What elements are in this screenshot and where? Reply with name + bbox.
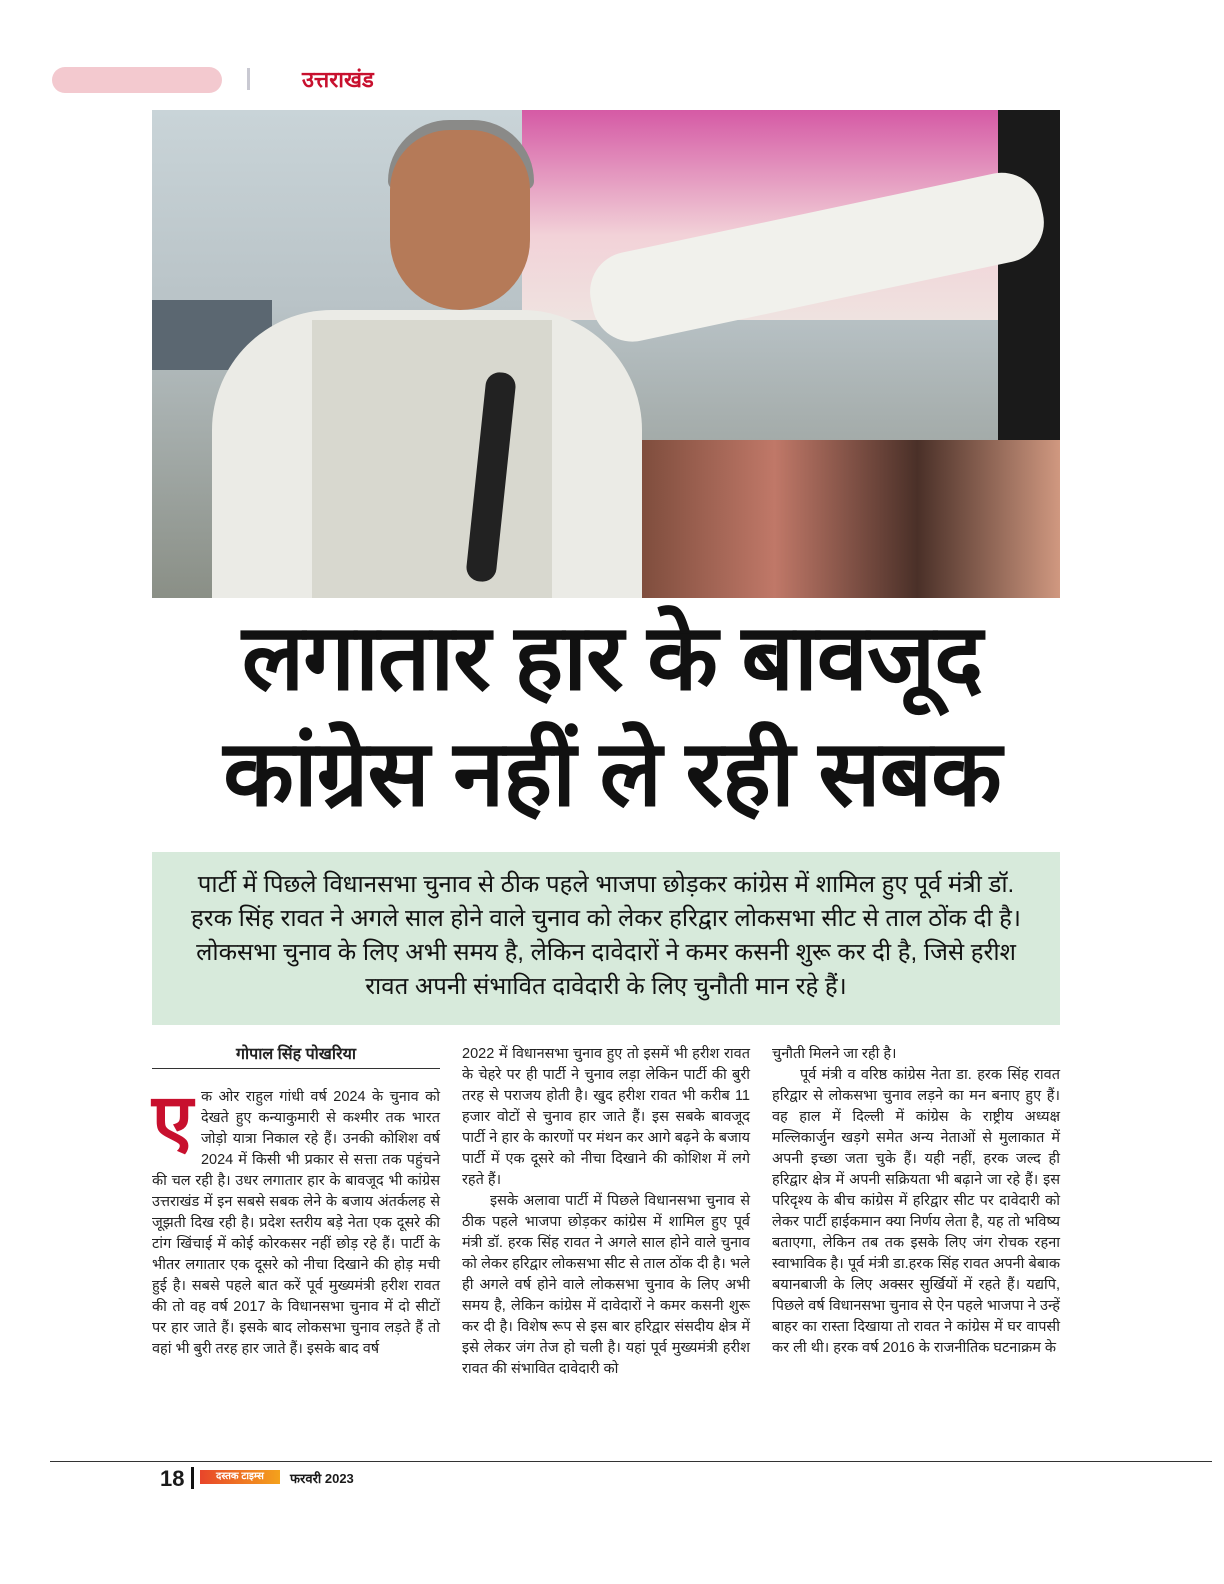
paragraph: पूर्व मंत्री व वरिष्ठ कांग्रेस नेता डा. हरक सिंह रावत हरिद्वार से लोकसभा चुनाव लड़ने का मन बनाए हुए हैं। वह हाल में दिल्ली में कांग्रेस के राष्ट्रीय अध्यक्ष मल्लिकार्जुन खड़गे समेत अन्य नेताओं से मुलाकात में अपनी इच्छा जता चुके हैं। यही नहीं, हरक जल्द ही हरिद्वार क्षेत्र में अपनी सक्रियता भी बढ़ाने जा रहे हैं। इस परिदृश्य के बीच कांग्रेस में हरिद्वार सीट पर दावेदारी को लेकर पार्टी हाईकमान क्या निर्णय लेता है, यह तो भविष्य बताएगा, लेकिन तब तक इसके लिए जंग रोचक रहना स्वाभाविक है। पूर्व मंत्री डा.हरक सिंह रावत अपनी बेबाक बयानबाजी के लिए अक्सर सुर्खियों में रहते हैं। यद्यपि, पिछले वर्ष विधानसभा चुनाव से ऐन पहले भाजपा ने उन्हें बाहर का रास्ता दिखाया तो रावत ने कांग्रेस में घर वापसी कर ली थी। हरक वर्ष 2016 के राजनीतिक घटनाक्रम के [772,1067,1060,1356]
issue-date: फरवरी 2023 [290,1471,354,1486]
article-column-3 [772,1044,1060,1359]
headline-line-1: लगातार हार के बावजूद [241,607,983,709]
header-divider [247,68,250,90]
photo-crowd [632,440,1060,598]
paragraph: इसके अलावा पार्टी में पिछले विधानसभा चुनाव से ठीक पहले भाजपा छोड़कर कांग्रेस में शामिल हुए पूर्व मंत्री डॉ. हरक सिंह रावत ने अगले साल होने वाले चुनाव को लेकर हरिद्वार लोकसभा सीट से ताल ठोंक दी है। भले ही अगले वर्ष होने वाले लोकसभा चुनाव के लिए अभी समय है, लेकिन कांग्रेस में दावेदारों ने कमर कसनी शुरू कर दी है। विशेष रूप से इस बार हरिद्वार संसदीय क्षेत्र में इसे लेकर जंग तेज हो चली है। यहां पूर्व मुख्यमंत्री हरीश रावत की संभावित दावेदारी को [462,1193,750,1377]
paragraph: 2022 में विधानसभा चुनाव हुए तो इसमें भी हरीश रावत के चेहरे पर ही पार्टी ने चुनाव लड़ा लेकिन पार्टी की बुरी तरह से पराजय होती है। खुद हरीश रावत भी करीब 11 हजार वोटों से चुनाव हार जाते हैं। इस सबके बावजूद पार्टी ने हार के कारणों पर मंथन कर आगे बढ़ने के बजाय पार्टी में एक दूसरे को नीचा दिखाने की कोशिश में लगे रहते हैं। [462,1046,750,1188]
paragraph: चुनौती मिलने जा रही है। [772,1046,897,1062]
article-column-1 [152,1044,440,1360]
photo-speaker-head [390,130,530,310]
header-tag-pill [52,67,222,93]
byline: गोपाल सिंह पोखरिया [152,1044,440,1069]
footer-divider [191,1467,194,1489]
article-column-2 [462,1044,750,1380]
photo-banner [998,110,1060,490]
paragraph: क ओर राहुल गांधी वर्ष 2024 के चुनाव को देखते हुए कन्याकुमारी से कश्मीर तक भारत जोड़ो यात्रा निकाल रहे हैं। उनकी कोशिश वर्ष 2024 में किसी भी प्रकार से सत्ता तक पहुंचने की चल रही है। उधर लगातार हार के बावजूद भी कांग्रेस उत्तराखंड में इन सबसे सबक लेने के बजाय अंतर्कलह से जूझती दिख रही है। प्रदेश स्तरीय बड़े नेता एक दूसरे की टांग खिंचाई में कोई कोरकसर नहीं छोड़ रहे हैं। पार्टी के भीतर लगातार एक दूसरे को नीचा दिखाने की होड़ मची हुई है। सबसे पहले बात करें पूर्व मुख्यमंत्री हरीश रावत की तो वह वर्ष 2017 के विधानसभा चुनाव में दो सीटों पर हार जाते हैं। इसके बाद लोकसभा चुनाव लड़ते हैं तो वहां भी बुरी तरह हार जाते हैं। इसके बाद वर्ष [152,1089,440,1357]
photo-speaker-vest [312,320,552,598]
article-photo [152,110,1060,598]
footer-rule [50,1461,1212,1462]
summary-box: पार्टी में पिछले विधानसभा चुनाव से ठीक पहले भाजपा छोड़कर कांग्रेस में शामिल हुए पूर्व मंत्री डॉ. हरक सिंह रावत ने अगले साल होने वाले चुनाव को लेकर हरिद्वार लोकसभा सीट से ताल ठोंक दी है। लोकसभा चुनाव के लिए अभी समय है, लेकिन दावेदारों ने कमर कसनी शुरू कर दी है, जिसे हरीश रावत अपनी संभावित दावेदारी के लिए चुनौती मान रहे हैं। [152,852,1060,1025]
page-number: 18 [160,1466,185,1491]
section-label: उत्तराखंड [302,67,374,92]
publication-logo: दस्तक टाइम्स [200,1470,280,1484]
headline-line-2: कांग्रेस नहीं ले रही सबक [223,723,1001,825]
drop-cap: ए [152,1079,193,1162]
